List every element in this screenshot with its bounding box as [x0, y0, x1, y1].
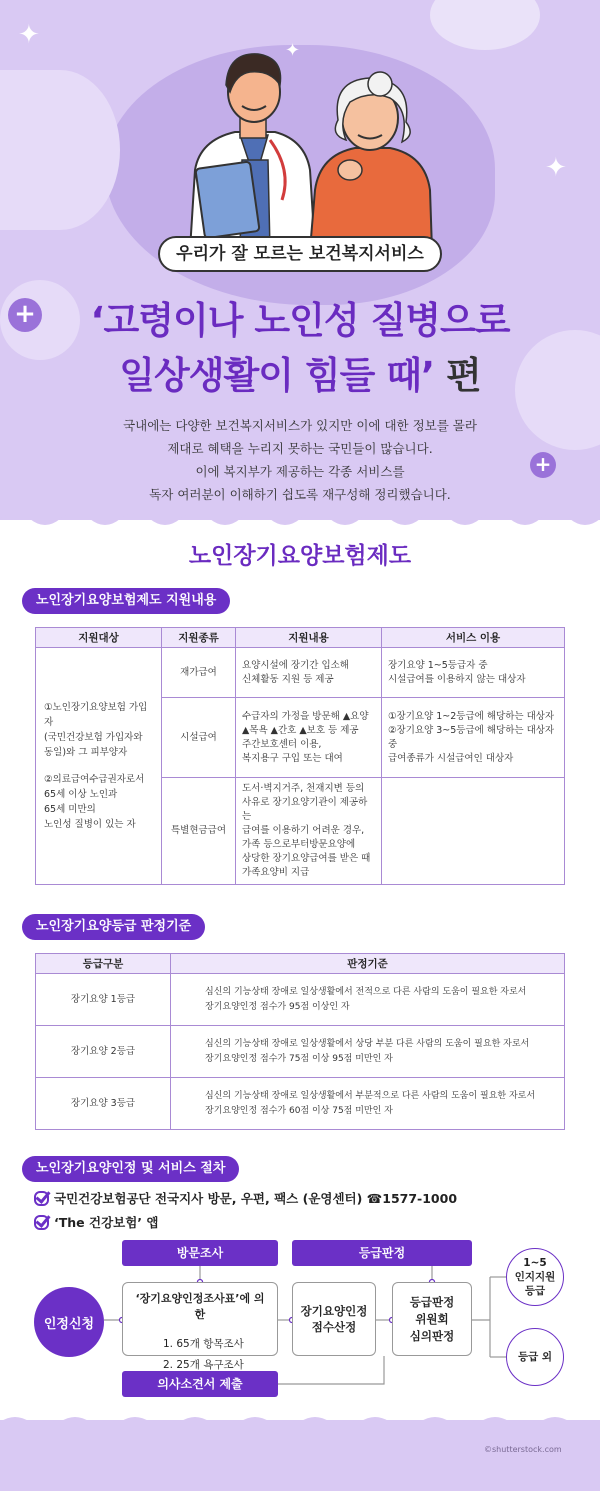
- table-header: 지원대상: [36, 628, 162, 648]
- sparkle-icon: ✦: [18, 20, 40, 50]
- hero-title-line2-suffix: 편: [434, 354, 481, 397]
- flow-result-grade: [506, 1248, 564, 1306]
- flow-score-box: [292, 1282, 376, 1356]
- flow-visit-header: 방문조사: [122, 1240, 278, 1266]
- flow-visit-box: [122, 1282, 278, 1371]
- intro-line: 독자 여러분이 이해하기 쉽도록 재구성해 정리했습니다.: [149, 487, 451, 502]
- content-line: 상당한 장기요양급여를 받은 때: [242, 853, 371, 864]
- doctor-and-senior-illustration: [170, 40, 440, 250]
- content-line: 사유로 장기요양기관이 제공하는: [242, 797, 368, 822]
- check-text: ‘The 건강보험’ 앱: [54, 1215, 159, 1230]
- result-line: 1~5: [523, 1257, 547, 1269]
- target-line: 65세 미만의: [44, 804, 96, 815]
- content-line: 복지용구 구입 또는 대여: [242, 752, 343, 764]
- usage-line: 시설급여를 이용하지 않는 대상자: [388, 673, 526, 685]
- target-line: 동일)와 그 피부양자: [44, 747, 128, 758]
- image-credit: ©shutterstock.com: [484, 1445, 562, 1454]
- target-line: ②의료급여수급권자로서: [44, 774, 145, 785]
- hero-title-line2: [0, 345, 600, 399]
- flow-grade-header: 등급판정: [292, 1240, 472, 1266]
- target-line: 노인성 질병이 있는 자: [44, 819, 136, 830]
- content-line: 가족요양비 지급: [242, 867, 310, 878]
- result-line: 등급: [524, 1285, 546, 1297]
- support-content: [236, 648, 382, 698]
- support-target-cell: [36, 648, 162, 885]
- sparkle-icon: ✦: [285, 40, 301, 61]
- criteria-line: 장기요양인정 점수가 75점 이상 95점 미만인 자: [205, 1053, 393, 1064]
- support-kind: 시설급여: [162, 698, 236, 778]
- checkbox-icon: [34, 1215, 49, 1230]
- grade-cell: 장기요양 2등급: [36, 1026, 171, 1078]
- hero-blob: [0, 70, 120, 230]
- procedure-section-label: 노인장기요양인정 및 서비스 절차: [22, 1156, 239, 1182]
- visit-item: 1. 65개 항목조사: [163, 1338, 244, 1350]
- committee-line: 심의판정: [409, 1328, 455, 1343]
- visit-item: 2. 25개 욕구조사: [163, 1359, 244, 1371]
- content-line: 급여를 이용하기 어려운 경우,: [242, 825, 365, 836]
- table-header: 지원내용: [236, 628, 382, 648]
- usage-line: 장기요양 1~5등급자 중: [388, 659, 488, 671]
- support-usage: [382, 648, 565, 698]
- support-section-label: 노인장기요양보험제도 지원내용: [22, 588, 230, 614]
- target-line: (국민건강보험 가입자와: [44, 732, 143, 743]
- grade-cell: 장기요양 3등급: [36, 1078, 171, 1130]
- usage-line: 급여종류가 시설급여인 대상자: [388, 752, 514, 764]
- plus-icon: +: [8, 298, 42, 332]
- sparkle-icon: ✦: [545, 153, 567, 183]
- intro-line: 제대로 혜택을 누리지 못하는 국민들이 많습니다.: [167, 441, 433, 456]
- criteria-line: 심신의 기능상태 장애로 일상생활에서 부분적으로 다른 사람의 도움이 필요한 자로서: [205, 1090, 536, 1101]
- grade-cell: 장기요양 1등급: [36, 974, 171, 1026]
- score-line: 장기요양인정: [300, 1304, 368, 1318]
- flow-doctor-note: 의사소견서 제출: [122, 1371, 278, 1397]
- usage-line: ②장기요양 3~5등급에 해당하는 대상자 중: [388, 724, 555, 750]
- criteria-line: 심신의 기능상태 장애로 일상생활에서 전적으로 다른 사람의 도움이 필요한 자로서: [205, 986, 527, 997]
- content-line: 도서·벽지거주, 천재지변 등의: [242, 783, 365, 794]
- content-line: ▲목욕 ▲간호 ▲보호 등 제공: [242, 724, 359, 736]
- hero-intro: [0, 414, 600, 506]
- main-title: 노인장기요양보험제도: [188, 543, 412, 569]
- criteria-line: 심신의 기능상태 장애로 일상생활에서 상당 부분 다른 사람의 도움이 필요한 자로서: [205, 1038, 530, 1049]
- content-line: 신체활동 지원 등 제공: [242, 673, 334, 685]
- criteria-line: 장기요양인정 점수가 60점 이상 75점 미만인 자: [205, 1105, 393, 1116]
- table-header: 판정기준: [171, 954, 565, 974]
- support-kind: 특별현금급여: [162, 778, 236, 885]
- committee-line: 위원회: [415, 1311, 449, 1326]
- flow-apply: 인정신청: [34, 1287, 104, 1357]
- checkbox-icon: [34, 1191, 49, 1206]
- criteria-cell: [171, 974, 565, 1026]
- content-line: 주간보호센터 이용,: [242, 738, 322, 750]
- support-content: [236, 778, 382, 885]
- hero-title-line1: ‘고령이나 노인성 질병으로: [90, 299, 510, 342]
- usage-line: ①장기요양 1~2등급에 해당하는 대상자: [388, 710, 555, 722]
- content-line: 요양시설에 장기간 입소해: [242, 659, 349, 671]
- support-table: [35, 627, 565, 885]
- criteria-cell: [171, 1026, 565, 1078]
- hero-blob: [430, 0, 540, 50]
- intro-line: 국내에는 다양한 보건복지서비스가 있지만 이에 대한 정보를 몰라: [123, 418, 477, 433]
- content-line: 가족 등으로부터방문요양에: [242, 839, 356, 850]
- target-line: 65세 이상 노인과: [44, 789, 118, 800]
- wave-divider: [0, 505, 600, 535]
- target-line: ①노인장기요양보험 가입자: [44, 702, 148, 728]
- grade-section-label: 노인장기요양등급 판정기준: [22, 914, 205, 940]
- criteria-cell: [171, 1078, 565, 1130]
- flow-committee-box: [392, 1282, 472, 1356]
- intro-line: 이에 복지부가 제공하는 각종 서비스를: [195, 464, 405, 479]
- table-header: 지원종류: [162, 628, 236, 648]
- support-kind: 재가급여: [162, 648, 236, 698]
- support-content: [236, 698, 382, 778]
- table-header: 서비스 이용: [382, 628, 565, 648]
- check-text: 국민건강보험공단 전국지사 방문, 우편, 팩스 (운영센터) ☎1577-1000: [54, 1191, 458, 1206]
- support-usage-empty: [382, 778, 565, 885]
- table-header: 등급구분: [36, 954, 171, 974]
- grade-table: [35, 953, 565, 1130]
- support-usage: [382, 698, 565, 778]
- result-line: 인지지원: [514, 1271, 556, 1283]
- visit-title: ‘장기요양인정조사표’에 의한: [135, 1292, 265, 1321]
- hero-title-line2-main: 일상생활이 힘들 때’: [119, 354, 435, 397]
- flow-result-out-of-grade: 등급 외: [506, 1328, 564, 1386]
- score-line: 점수산정: [311, 1320, 357, 1334]
- criteria-line: 장기요양인정 점수가 95점 이상인 자: [205, 1001, 350, 1012]
- committee-line: 등급판정: [409, 1294, 455, 1309]
- plus-icon: +: [530, 452, 556, 478]
- hero-section: [0, 0, 600, 520]
- hero-subtitle: 우리가 잘 모르는 보건복지서비스: [158, 236, 442, 272]
- content-line: 수급자의 가정을 방문해 ▲요양: [242, 710, 369, 722]
- check-item: [34, 1213, 158, 1231]
- footer: [0, 1420, 600, 1491]
- check-item: [34, 1189, 457, 1207]
